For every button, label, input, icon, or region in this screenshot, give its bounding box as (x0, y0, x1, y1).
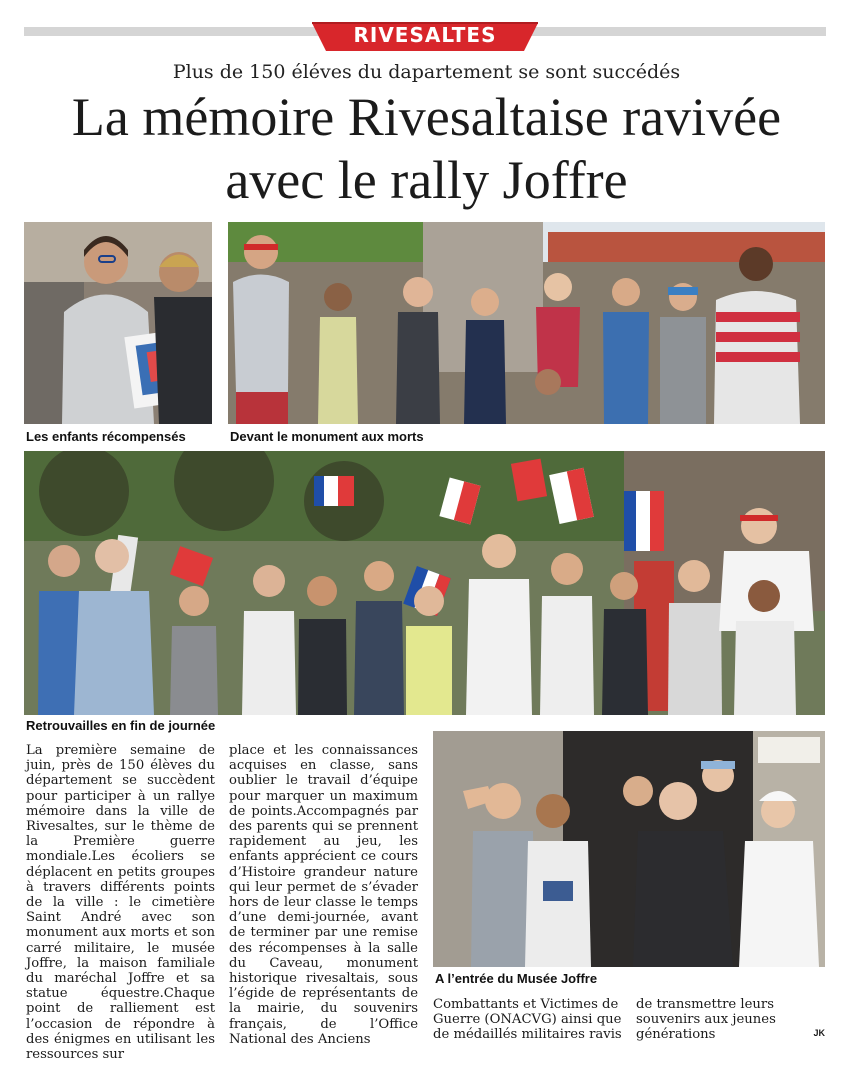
article-column-4: de transmettre leurs souvenirs aux jeunes générations (636, 997, 776, 1043)
photo-musee-joffre (433, 731, 825, 967)
section-tag-label: RIVESALTES (353, 23, 497, 47)
headline-line-1: La mémoire Rivesaltaise ravivée (71, 87, 782, 147)
author-signature: JK (813, 1028, 825, 1038)
caption-photo-1: Les enfants récompensés (26, 429, 186, 444)
section-tag (312, 19, 538, 52)
caption-photo-4: A l’entrée du Musée Joffre (435, 971, 598, 986)
caption-photo-2: Devant le monument aux morts (230, 429, 424, 444)
article-column-2: place et les connaissances acquises en classe, sans oublier le travail d’équipe pour marquer un maximum de points.Accompagnés par des parents qui se prennent rapidement au jeu, les enfants apprécient ce cours d’Histoire grandeur nature qui leur permet de s’évader hors de leur classe le temps d’une demi-journée, avant de terminer par une remise des récompenses à la salle du Caveau, monument historique rivesaltais, sous l’égide de représentants de la mairie, du souvenirs français, de l’Office National des Anciens (229, 743, 418, 1047)
photo-children-rewarded (24, 222, 212, 424)
headline-line-2: avec le rally Joffre (225, 150, 628, 210)
headline (20, 86, 833, 212)
kicker: Plus de 150 éléves du dapartement se sont succédés (172, 61, 681, 83)
article-column-3: Combattants et Victimes de Guerre (ONACVG) ainsi que de médaillés militaires ravis (433, 997, 622, 1043)
article-column-1: La première semaine de juin, près de 150 élèves du département se succèdent pour participer à un rallye mémoire dans la ville de Rivesaltes, sur le thème de la Première guerre mondiale.Les écoliers se déplacent en petits groupes à travers différents points de la ville : le cimetière Saint André avec son monument aux morts et son carré militaire, le musée Joffre, la maison familiale du maréchal Joffre et sa statue équestre.Chaque point de ralliement est l’occasion de répondre à des énigmes en utilisant les ressources sur (26, 743, 215, 1063)
photo-reunion (24, 451, 825, 715)
photo-monument (228, 222, 825, 424)
caption-photo-3: Retrouvailles en fin de journée (26, 718, 216, 733)
